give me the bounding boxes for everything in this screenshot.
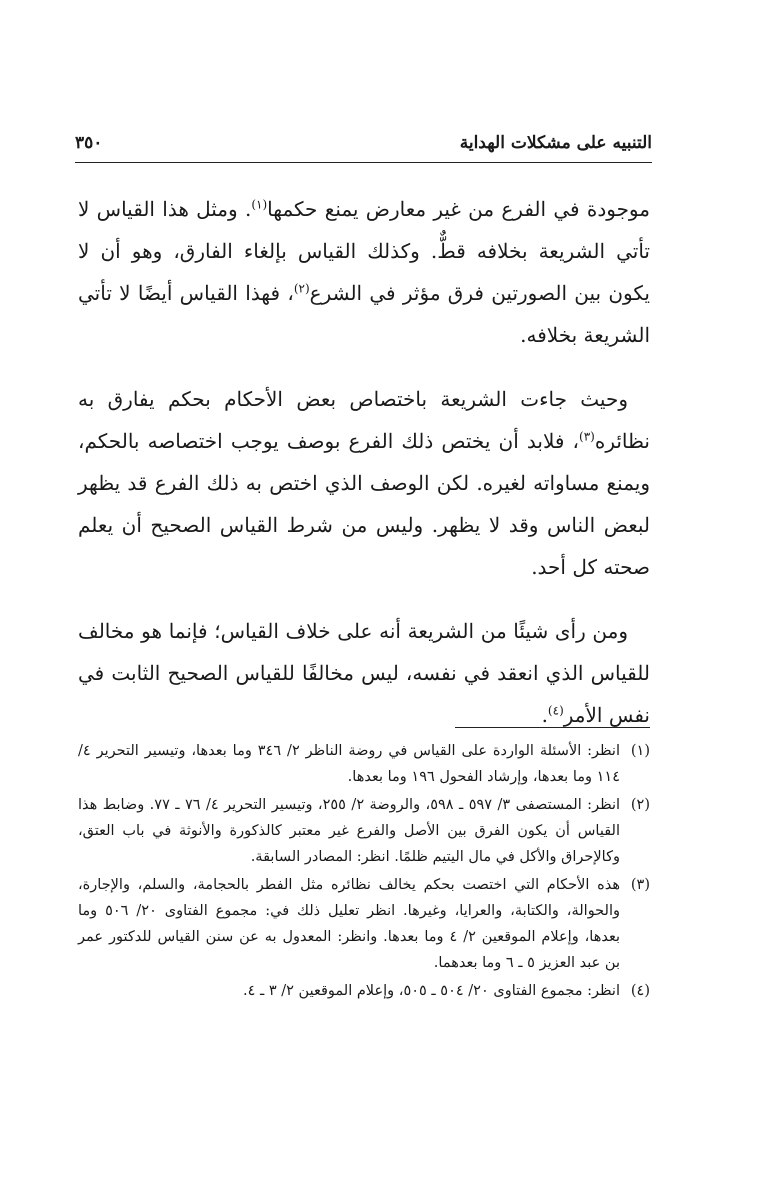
footnote-text: هذه الأحكام التي اختصت بحكم يخالف نظائره مثل الفطر بالحجامة، والسلم، والإجارة، والحوالة، والكتابة، والعرايا، وغيرها. انظر تعليل ذلك في: مجموع الفتاوى ٢٠/ ٥٠٦ وما بعدها، وإعلام الموقعين ٢/ ٤ وما بعدها. وانظر: المعدول به عن سنن القياس للدكتور عمر بن عبد العزيز ٥ ـ ٦ وما بعدهما. — [78, 877, 621, 971]
footnote-text: انظر: الأسئلة الواردة على القياس في روضة الناظر ٢/ ٣٤٦ وما بعدها، وتيسير التحرير ٤/ ١١٤ وما بعدها، وإرشاد الفحول ١٩٦ وما بعدها. — [78, 743, 620, 785]
footnote-number: (١) — [630, 743, 650, 759]
page-header — [75, 128, 652, 158]
footnote-number: (٢) — [630, 797, 650, 813]
footnotes — [78, 738, 650, 1006]
page-number: ٣٥٠ — [75, 133, 103, 153]
footnote-ref[interactable]: (٢) — [293, 281, 310, 296]
footnote-ref[interactable]: (٤) — [547, 703, 564, 718]
footnote-separator — [455, 727, 650, 728]
footnote-text: انظر: المستصفى ٣/ ٥٩٧ ـ ٥٩٨، والروضة ٢/ ٢٥٥، وتيسير التحرير ٤/ ٧٦ ـ ٧٧. وضابط هذا القياس أن يكون الفرق بين الأصل والفرع غير معتبر كالذكورة والأنوثة في باب العتق، وكالإحراق والأكل في مال اليتيم ظلمًا. انظر: المصادر السابقة. — [78, 797, 621, 865]
running-title: التنبيه على مشكلات الهداية — [459, 133, 652, 153]
footnote-text: انظر: مجموع الفتاوى ٢٠/ ٥٠٤ ـ ٥٠٥، وإعلام الموقعين ٢/ ٣ ـ ٤. — [242, 983, 620, 999]
footnote — [78, 738, 650, 790]
footnote — [78, 792, 650, 870]
paragraph: ومن رأى شيئًا من الشريعة أنه على خلاف القياس؛ فإنما هو مخالف للقياس الذي انعقد في نفسه، ليس مخالفًا للقياس الصحيح الثابت في نفس الأمر$^{(٤)}$. — [78, 619, 650, 727]
footnote-ref[interactable]: (١) — [251, 197, 268, 212]
main-text — [78, 188, 650, 758]
footnote-ref[interactable]: (٣) — [579, 429, 595, 444]
footnote — [78, 872, 650, 976]
paragraph: وحيث جاءت الشريعة باختصاص بعض الأحكام بحكم يفارق به نظائره$^{(٣)}$، فلابد أن يختص ذلك الفرع بوصف يوجب اختصاصه بالحكم، ويمنع مساواته لغيره. لكن الوصف الذي اختص به ذلك الفرع قد يظهر لبعض الناس وقد لا يظهر. وليس من شرط القياس الصحيح أن يعلم صحته كل أحد. — [78, 387, 650, 579]
footnote-number: (٤) — [630, 983, 650, 999]
header-rule — [75, 162, 652, 163]
paragraph: موجودة في الفرع من غير معارض يمنع حكمها$^{(١)}$. ومثل هذا القياس لا تأتي الشريعة بخلافه قطٌّ. وكذلك القياس بإلغاء الفارق، وهو أن لا يكون بين الصورتين فرق مؤثر في الشرع$^{(٢)}$، فهذا القياس أيضًا لا تأتي الشريعة بخلافه. — [78, 197, 650, 347]
footnote — [78, 978, 650, 1004]
footnote-number: (٣) — [630, 877, 650, 893]
